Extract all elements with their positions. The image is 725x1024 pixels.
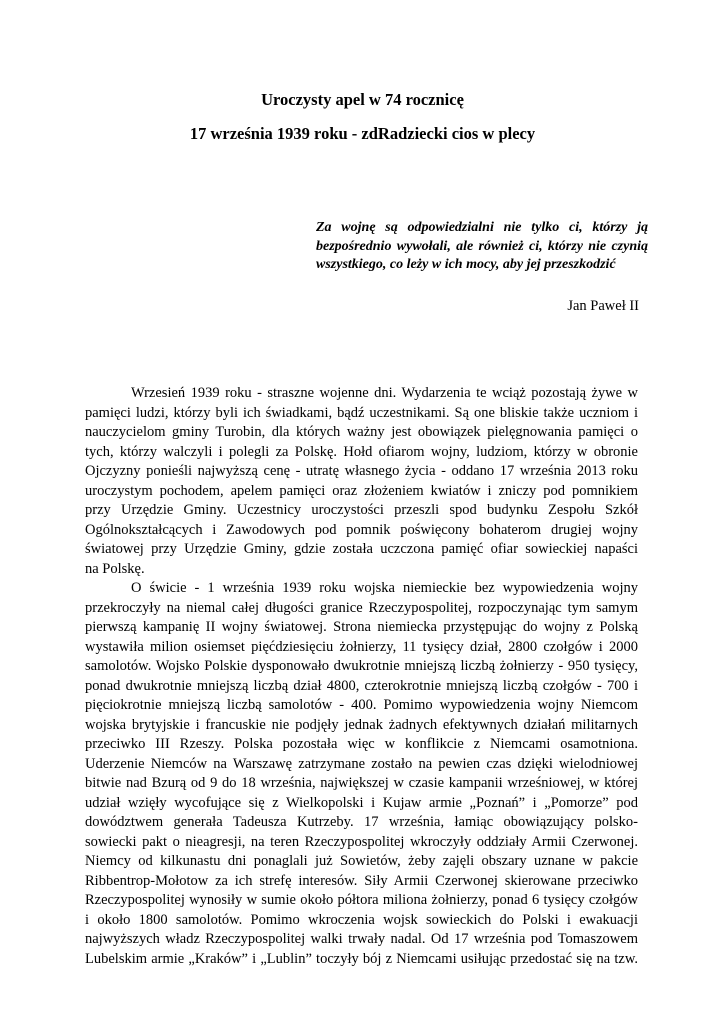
- body-line: przekroczyły na niemal całej długości granice Rzeczypospolitej, rozpoczynając tym samym: [85, 599, 638, 616]
- body-line: bitwie nad Bzurą od 9 do 18 września, największej w czasie kampanii wrześniowej, w której: [85, 775, 638, 791]
- body-line: najwyższych władz Rzeczypospolitej walki trwały nadal. Od 17 września pod Tomaszowem: [85, 931, 638, 947]
- body-line: Wrzesień 1939 roku - straszne wojenne dni. Wydarzenia te wciąż pozostają żywe w: [131, 385, 638, 401]
- body-line: wystawiła milion osiemset pięćdziesięciu żołnierzy, 11 tysięcy dział, 2800 czołgów i 2000: [85, 638, 638, 655]
- body-line: nauczycielom gminy Turobin, dla których ważny jest obowiązek pielęgnowania pamięci o: [85, 424, 638, 440]
- epigraph-author: Jan Paweł II: [567, 298, 639, 314]
- body-line: Niemcy od kilkunastu dni ponaglali już Sowietów, żeby zajęli obszary uznane w pakcie: [85, 853, 638, 869]
- body-line: pięciokrotnie mniejszą liczbą samolotów - 400. Pomimo wypowiedzenia wojny Niemcom: [85, 697, 638, 713]
- body-line: ponad dwukrotnie mniejszą liczbą dział 4800, czterokrotnie mniejszą liczbą czołgów - 700 i: [85, 677, 638, 694]
- body-line: O świcie - 1 września 1939 roku wojska niemieckie bez wypowiedzenia wojny: [131, 580, 638, 596]
- body-line: pierwszą kampanię II wojny światowej. Strona niemiecka przystępując do wojny z Polską: [85, 619, 638, 635]
- body-line: pamięci ludzi, którzy byli ich świadkami, bądź uczestnikami. Są one bliskie także uczniom i: [85, 404, 638, 421]
- body-line: Lubelskim armie „Kraków” i „Lublin” toczyły bój z Niemcami usiłując przedostać się na tzw.: [85, 950, 638, 967]
- body-line: wojska brytyjskie i francuskie nie podjęły jednak żadnych efektywnych działań militarnych: [85, 716, 638, 733]
- body-line: Ogólnokształcących i Zawodowych pod pomnik poświęcony bohaterom drugiej wojny: [85, 521, 638, 538]
- body-line: Uderzenie Niemców na Warszawę zatrzymane zostało na pewien czas dzięki wielodniowej: [85, 755, 638, 772]
- body-line: Ojczyzny ponieśli najwyższą cenę - utratę własnego życia - oddano 17 września 2013 roku: [85, 463, 638, 479]
- body-line: udział wzięły wycofujące się z Wielkopolski i Kujaw armie „Poznań” i „Pomorze” pod: [85, 794, 638, 811]
- body-line: sowiecki pakt o nieagresji, na teren Rzeczypospolitej wkroczyły oddziały Armii Czerwonej.: [85, 833, 638, 850]
- body-line: samolotów. Wojsko Polskie dysponowało dwukrotnie mniejszą liczbą żołnierzy - 950 tysięcy,: [85, 658, 638, 674]
- document-title: Uroczysty apel w 74 rocznicę: [261, 90, 464, 109]
- document-subtitle: 17 września 1939 roku - zdRadziecki cios w plecy: [189, 124, 536, 143]
- body-line: uroczystym pochodem, apelem pamięci oraz złożeniem kwiatów i zniczy pod pomnikiem: [85, 482, 638, 499]
- article-body: [85, 384, 638, 969]
- body-line: tych, którzy walczyli i polegli za Polskę. Hołd ofiarom wojny, ludziom, którzy w obronie: [85, 443, 638, 460]
- body-line: światowej przy Urzędzie Gminy, gdzie została uczczona pamięć ofiar sowieckiej napaści: [85, 541, 638, 557]
- body-line: na Polskę.: [85, 560, 145, 577]
- body-line: Rzeczypospolitej wynosiły w sumie około półtora miliona żołnierzy, ponad 6 tysięcy czołgów: [85, 892, 638, 908]
- epigraph-quote: Za wojnę są odpowiedzialni nie tylko ci, którzy ją bezpośrednio wywołali, ale również ci, którzy nie czynią wszystkiego, co leży w ich mocy, aby jej przeszkodzić: [316, 220, 648, 272]
- body-line: dowództwem generała Tadeusza Kutrzeby. 17 września, łamiąc obowiązujący polsko-: [85, 814, 638, 830]
- body-line: Ribbentrop-Mołotow za ich strefę interesów. Siły Armii Czerwonej skierowane przeciwko: [85, 872, 638, 889]
- body-line: przeciwko III Rzeszy. Polska pozostała więc w konflikcie z Niemcami osamotniona.: [85, 736, 638, 752]
- body-line: i około 1800 samolotów. Pomimo wkroczenia wojsk sowieckich do Polski i ewakuacji: [85, 911, 638, 928]
- body-line: przy Urzędzie Gminy. Uczestnicy uroczystości przeszli spod budynku Zespołu Szkół: [85, 502, 638, 518]
